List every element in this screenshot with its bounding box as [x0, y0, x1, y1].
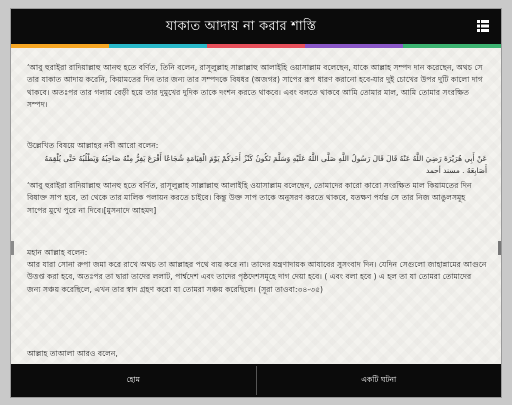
hadith-paragraph-1: ‘আবু হুরাইরা রাদিয়াল্লাহু আনহু হতে বর্ণিত, তিনি বলেন, রাসূলুল্লাহ সাল্লাল্লাহু আলাইহি ওয়াসাল্লাম বলেছেন, যাকে আল্লাহ সম্পদ দান করেছেন, অথচ সে তার যাকাত আদায় করেনি, কিয়ামতের দিন তার জন্য তার সম্পদকে বিষধর (অজগর) সাপের রূপ ধারণ করানো হবে-যার দুই চোখের উপর দুটি কালো দাগ থাকবে। অতঃপর তার গলায় বেড়ী হয়ে তার দুমুখের দুদিক তাকে দংশন করতে থাকবে। এবং বলতে থাকবে আমি তোমার মাল, আমি তোমার সংরক্ষিত সম্পদ। [27, 63, 483, 110]
app-window [11, 9, 501, 397]
scrollbar-thumb[interactable] [498, 241, 501, 255]
hadith-paragraph-2: ‘আবু হুরাইরা রাদিয়াল্লাহু আনহু হতে বর্ণিত, রাসূলুল্লাহ সাল্লাল্লাহু আলাইহি ওয়াসাল্লাম বলেছেন, তোমাদের কারো কারো সংরক্ষিত মাল কিয়ামতের দিন বিষাক্ত সাপ হবে, তা থেকে তার মালিক পলায়ন করতে চাইবে। কিন্তু উক্ত সাপ তাকে অনুসরণ করতে থাকবে, যতক্ষণ পর্যন্ত সে তার নিজ আঙুলসমূহ সাপের মুখে পুরে না দিবে।[মুসনাদে আহমদ] [27, 181, 472, 215]
quran-heading: মহান আল্লাহ বলেন: [27, 248, 88, 257]
incident-button[interactable]: একটি ঘটনা [361, 374, 397, 384]
closing-line: আল্লাহ তাআলা আরও বলেন, [27, 349, 118, 358]
bottom-bar [11, 364, 501, 397]
drawer-handle[interactable] [11, 241, 14, 255]
list-menu-icon[interactable] [473, 17, 493, 35]
article-body[interactable] [11, 48, 501, 364]
arabic-text: عَنْ أَبِي هُرَيْرَةَ رَضِيَ اللَّهُ عَنْهُ قَالَ قَالَ رَسُولُ اللَّهِ صَلَّى اللَّهُ عَلَيْهِ وَسَلَّمَ تَكُونُ كَنْزُ أَحَدِكُمْ يَوْمَ الْقِيَامَةِ شُجَاعًا أَقْرَعَ يَفِرُّ مِنْهُ صَاحِبُهُ وَيَطْلُبُهُ حَتَّى يُلْقِمَهُ أَصَابِعَهُ . مسند أحمد [44, 154, 487, 175]
page-title: যাকাত আদায় না করার শাস্তি [165, 19, 317, 34]
quran-paragraph: আর যারা সোনা রুপা জমা করে রাখে অথচ তা আল্লাহর পথে ব্যয় করে না। তাদের যন্ত্রণাদায়ক আযাবের সুসংবাদ দিন। যেদিন সেগুলো জাহান্নামের আগুনে উত্তপ্ত করা হবে, অতঃপর তা দ্বারা তাদের ললাট, পার্শ্বদেশ এবং তাদের পৃষ্ঠদেশসমূহে দাগ দেয়া হবে। ( এবং বলা হবে ) এ হল তা যা তোমরা তোমাদের জন্য সঞ্চয় করেছিলে, এখন তার স্বাদ গ্রহণ করো যা তোমরা সঞ্চয় করেছিলে। (সূরা তাওবা:৩৪-৩৫) [27, 260, 487, 294]
chevron-down-icon [262, 391, 272, 397]
top-bar [11, 9, 501, 44]
hadith-intro: উল্লেখিত বিষয়ে আল্লাহর নবী আরো বলেন: [27, 141, 159, 150]
home-button[interactable]: হোম [126, 374, 140, 384]
